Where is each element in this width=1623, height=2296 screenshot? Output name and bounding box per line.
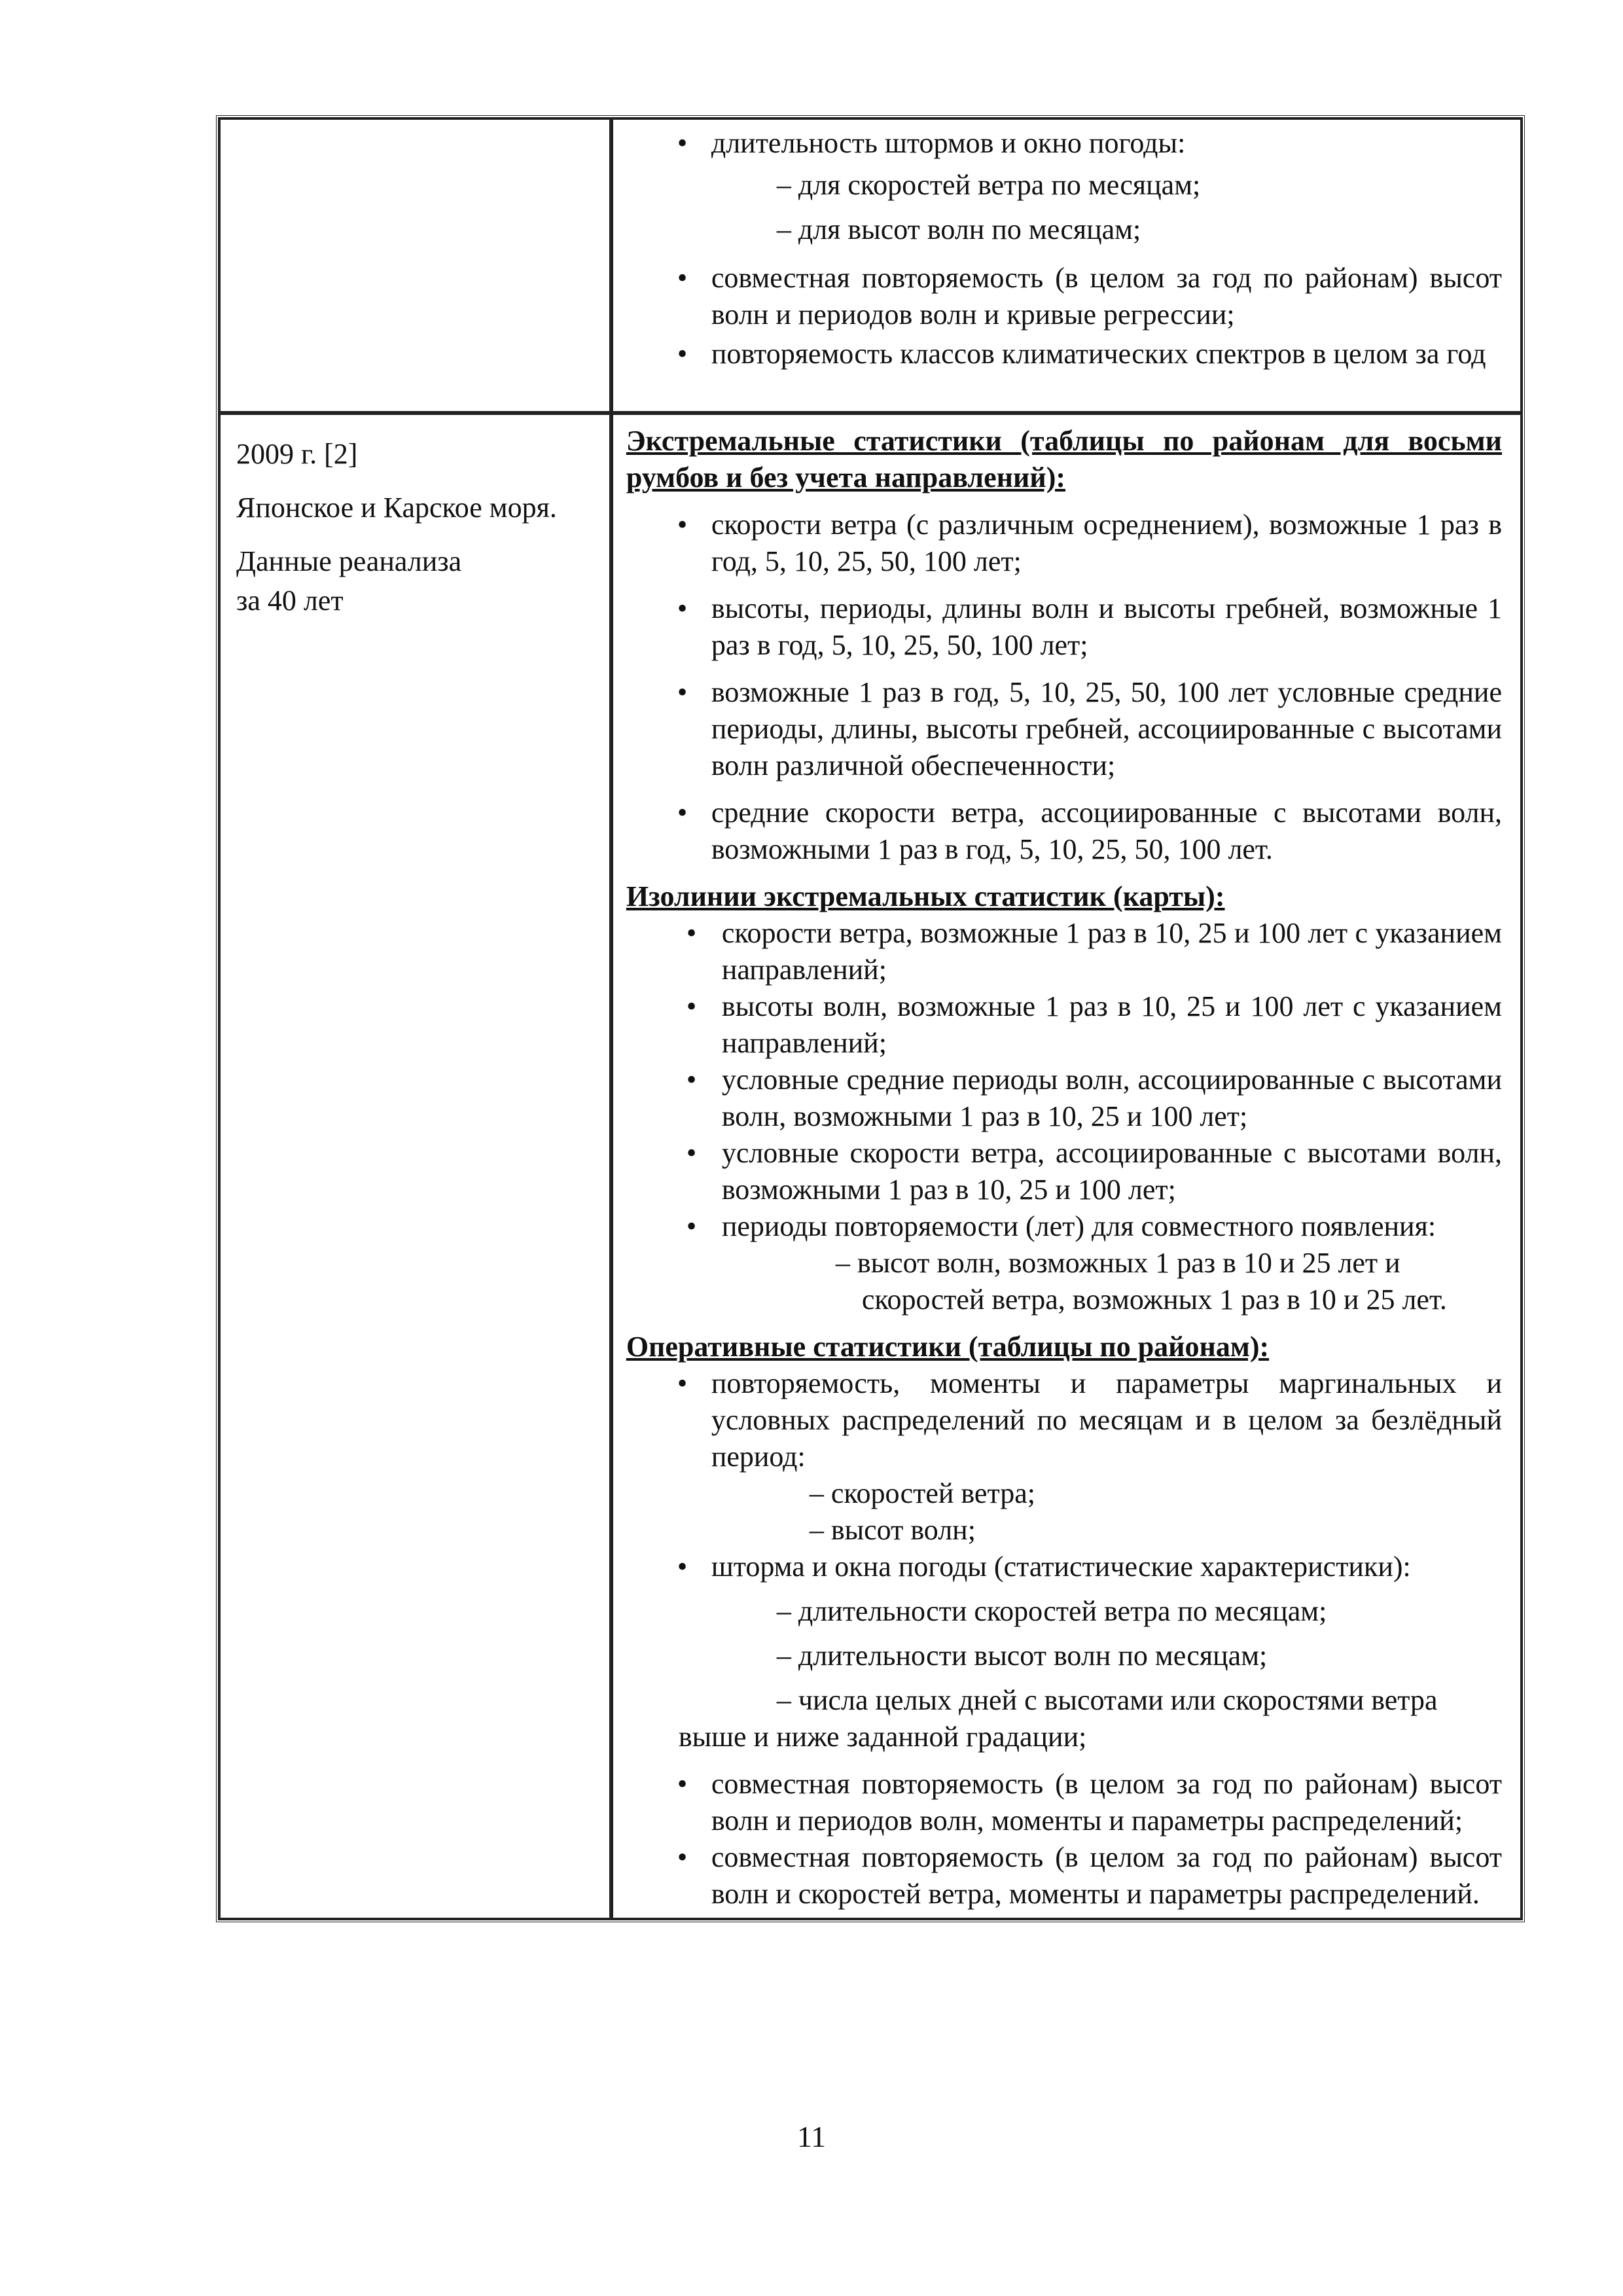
list-item: – числа целых дней с высотами или скоростями ветра	[776, 1684, 1438, 1716]
list-item: – скоростей ветра;	[809, 1477, 1035, 1509]
list-item: • условные средние периоды волн, ассоциированные с высотами волн, возможными 1 раз в 10, 25 и 100 лет;	[626, 1062, 1502, 1135]
list-item: • условные скорости ветра, ассоциированные с высотами волн, возможными 1 раз в 10, 25 и 100 лет;	[626, 1135, 1502, 1208]
list-item: • возможные 1 раз в год, 5, 10, 25, 50, 100 лет условные средние периоды, длины, высоты гребней, ассоциированные с высотами волн различной обеспеченности;	[626, 674, 1502, 784]
table-row	[219, 413, 1522, 1920]
list-item: – для высот волн по месяцам;	[776, 213, 1141, 245]
list-item: • скорости ветра, возможные 1 раз в 10, 25 и 100 лет с указанием направлений;	[626, 915, 1502, 988]
list-item: • шторма и окна погоды (статистические характеристики):	[626, 1549, 1502, 1585]
row1-left-cell	[219, 118, 611, 413]
data-period-label: за 40 лет	[236, 584, 344, 617]
list-item: – для скоростей ветра по месяцам;	[776, 169, 1201, 201]
year-reference: 2009 г. [2]	[236, 438, 358, 470]
row2-right-cell	[611, 413, 1522, 1920]
list-item: – высот волн, возможных 1 раз в 10 и 25 лет и	[835, 1247, 1400, 1279]
list-item: • совместная повторяемость (в целом за год по районам) высот волн и периодов волн, моменты и параметры распределений;	[626, 1766, 1502, 1839]
list-item: • скорости ветра (с различным осреднением), возможные 1 раз в год, 5, 10, 25, 50, 100 лет;	[626, 507, 1502, 580]
list-item: – длительности скоростей ветра по месяцам;	[776, 1595, 1327, 1627]
section-heading-extreme: Экстремальные статистики (таблицы по районам для восьми румбов и без учета направлений):	[626, 425, 1502, 493]
list-item: – высот волн;	[809, 1514, 976, 1546]
list-item: • высоты волн, возможные 1 раз в 10, 25 и 100 лет с указанием направлений;	[626, 988, 1502, 1062]
list-item: • средние скорости ветра, ассоциированные с высотами волн, возможными 1 раз в год, 5, 10, 25, 50, 100 лет.	[626, 795, 1502, 868]
seas-label: Японское и Карское моря.	[236, 492, 557, 524]
page-number: 11	[796, 2120, 827, 2153]
list-item: • повторяемость классов климатических спектров в целом за год	[626, 336, 1502, 372]
section-heading-isolines: Изолинии экстремальных статистик (карты):	[626, 880, 1225, 912]
list-item: • повторяемость, моменты и параметры маргинальных и условных распределений по месяцам и в целом за безлёдный период:	[626, 1365, 1502, 1475]
row2-left-cell	[219, 413, 611, 1920]
list-item: – длительности высот волн по месяцам;	[776, 1640, 1268, 1672]
list-item: • периоды повторяемости (лет) для совместного появления:	[626, 1208, 1502, 1245]
data-source-label: Данные реанализа	[236, 545, 462, 577]
content-table	[216, 115, 1525, 1922]
list-item-continuation: выше и ниже заданной градации;	[678, 1721, 1087, 1753]
row1-right-cell	[611, 118, 1522, 413]
section-heading-operative: Оперативные статистики (таблицы по районам):	[626, 1331, 1270, 1363]
list-item: • совместная повторяемость (в целом за год по районам) высот волн и скоростей ветра, моменты и параметры распределений.	[626, 1839, 1502, 1912]
table-row	[219, 118, 1522, 413]
list-item: • длительность штормов и окно погоды:	[626, 125, 1502, 162]
list-item: • совместная повторяемость (в целом за год по районам) высот волн и периодов волн и кривые регрессии;	[626, 260, 1502, 333]
list-item: скоростей ветра, возможных 1 раз в 10 и 25 лет.	[861, 1283, 1447, 1316]
list-item: • высоты, периоды, длины волн и высоты гребней, возможные 1 раз в год, 5, 10, 25, 50, 100 лет;	[626, 590, 1502, 664]
